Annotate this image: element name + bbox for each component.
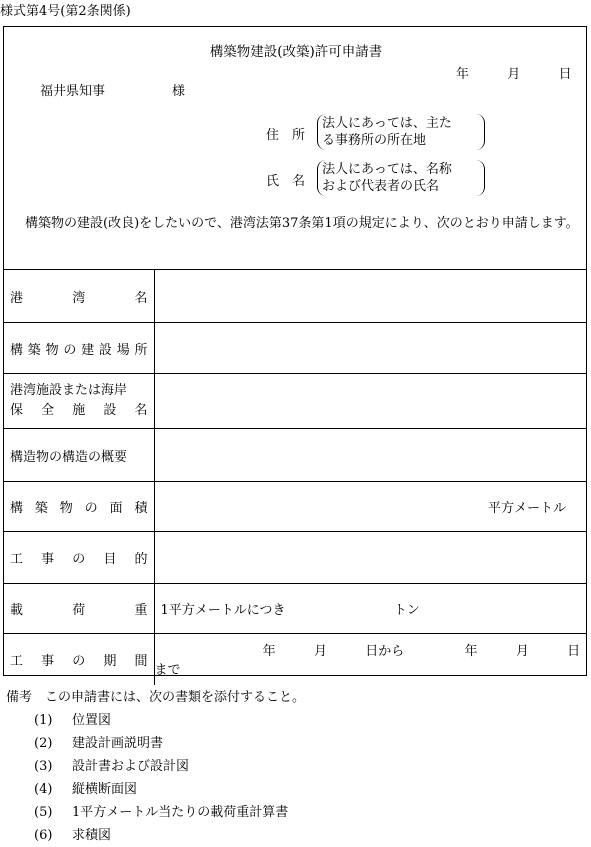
name-note-line: 法人にあっては、名称	[322, 162, 452, 177]
row-label-area	[4, 482, 154, 532]
table-row	[4, 323, 586, 374]
structure-label-text: 構造物の構造の概要	[10, 449, 128, 465]
date-year: 年	[456, 67, 470, 82]
list-item	[6, 755, 305, 778]
justified-label: 工 事 の 目 的	[10, 552, 148, 567]
justified-label: 工 事 の 期 間	[10, 653, 148, 669]
row-label-facility	[4, 374, 154, 429]
table-row	[4, 634, 586, 685]
row-label-load	[4, 584, 154, 634]
name-label: 氏 名	[266, 174, 306, 189]
facility-field[interactable]	[154, 374, 586, 429]
justified-label	[10, 287, 148, 306]
item-text: 求積図	[72, 828, 112, 843]
period-from-day: 日から	[365, 644, 405, 660]
period-to-year: 年	[464, 644, 478, 660]
period-to-day: 日まで	[154, 644, 581, 679]
purpose-field[interactable]	[154, 532, 586, 584]
justified-label: 構 築 物 の 面 積	[10, 501, 148, 516]
addressee-honorific: 様	[172, 84, 186, 99]
date-day: 日	[558, 67, 572, 82]
table-row	[4, 482, 586, 532]
remarks-heading: 備考 この申請書には、次の書類を添付すること。	[6, 690, 306, 705]
address-note-line: 法人にあっては、主た	[322, 116, 452, 131]
list-item	[6, 709, 305, 732]
remarks-section	[6, 686, 305, 847]
list-item	[6, 732, 305, 755]
period-to-month: 月	[515, 644, 529, 660]
table-row	[4, 532, 586, 584]
row-label-location	[4, 323, 154, 374]
load-field[interactable]	[154, 584, 586, 634]
list-item	[6, 801, 305, 824]
address-label: 住 所	[266, 128, 306, 143]
item-text: 位置図	[72, 713, 112, 728]
date-month: 月	[507, 67, 521, 82]
application-form	[3, 26, 587, 679]
form-number: 様式第4号(第2条関係)	[0, 4, 131, 19]
document-title: 構築物建設(改築)許可申請書	[209, 44, 383, 60]
statement-text: 構築物の建設(改良)をしたいので、港湾法第37条第1項の規定により、次のとおり申請します。	[25, 216, 579, 231]
name-note	[317, 160, 485, 196]
item-number: (2)	[34, 736, 53, 751]
label-char: 港	[10, 290, 24, 306]
facility-label-line1: 港湾施設または海岸	[10, 383, 128, 398]
item-number: (6)	[34, 828, 53, 843]
date-line	[456, 63, 572, 82]
label-char: 湾	[72, 290, 86, 306]
item-text: 縦横断面図	[72, 782, 138, 797]
table-row	[4, 270, 586, 323]
period-field[interactable]	[154, 634, 586, 685]
list-item	[6, 778, 305, 801]
table-row	[4, 584, 586, 634]
justified-label: 構 築 物 の 建 設 場 所	[10, 342, 148, 358]
item-text: 1平方メートル当たりの載荷重計算書	[72, 805, 289, 820]
row-label-structure	[4, 429, 154, 482]
address-note	[317, 114, 485, 150]
justified-label: 載 荷 重	[10, 603, 148, 618]
item-number: (3)	[34, 759, 53, 774]
addressee-name: 福井県知事	[40, 84, 106, 99]
item-number: (4)	[34, 782, 53, 797]
label-char: 名	[134, 290, 148, 306]
area-field[interactable]	[154, 482, 586, 532]
row-label-port-name	[4, 270, 154, 323]
table-row	[4, 374, 586, 429]
address-note-line: る事務所の所在地	[322, 133, 427, 148]
row-label-purpose	[4, 532, 154, 584]
period-from-year: 年	[262, 644, 276, 660]
load-prefix: 1平方メートルにつき	[160, 603, 286, 618]
row-label-period	[4, 634, 154, 685]
area-unit: 平方メートル	[487, 501, 566, 516]
item-number: (1)	[34, 713, 53, 728]
period-from-month: 月	[313, 644, 327, 660]
item-text: 建設計画説明書	[72, 736, 164, 751]
port-name-field[interactable]	[154, 270, 586, 323]
location-field[interactable]	[154, 323, 586, 374]
item-text: 設計書および設計図	[72, 759, 190, 774]
application-table	[4, 269, 586, 685]
item-number: (5)	[34, 805, 53, 820]
application-statement	[12, 213, 582, 234]
structure-field[interactable]	[154, 429, 586, 482]
load-unit: トン	[393, 603, 420, 618]
justified-label: 保 全 施 設 名	[10, 403, 148, 418]
name-note-line: および代表者の氏名	[322, 179, 440, 194]
table-row	[4, 429, 586, 482]
